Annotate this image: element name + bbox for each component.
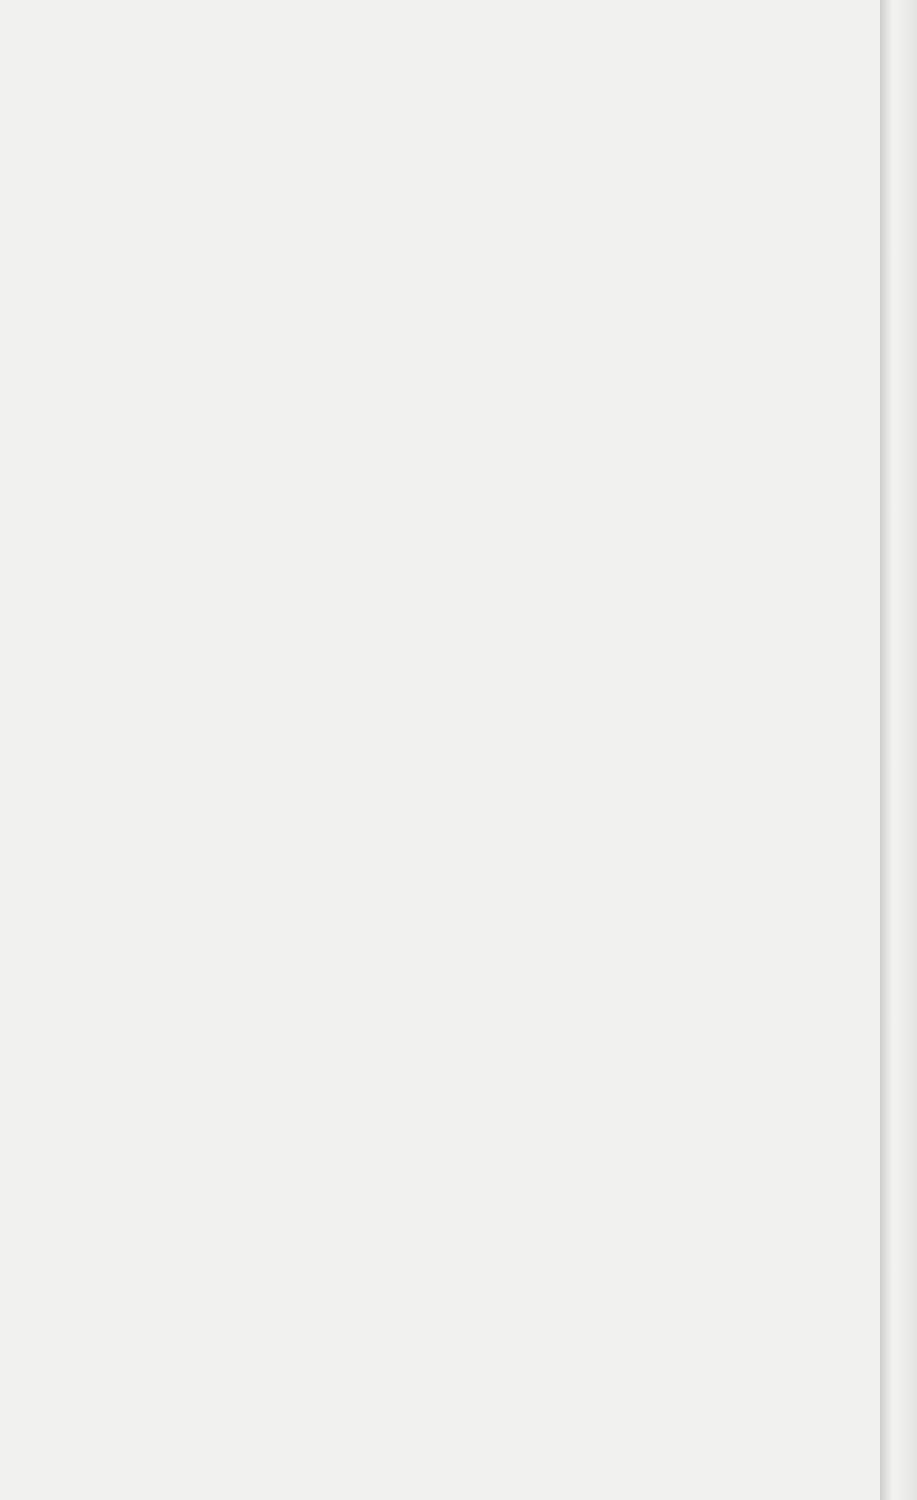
body-text	[30, 95, 808, 131]
page-edge	[880, 0, 917, 1500]
